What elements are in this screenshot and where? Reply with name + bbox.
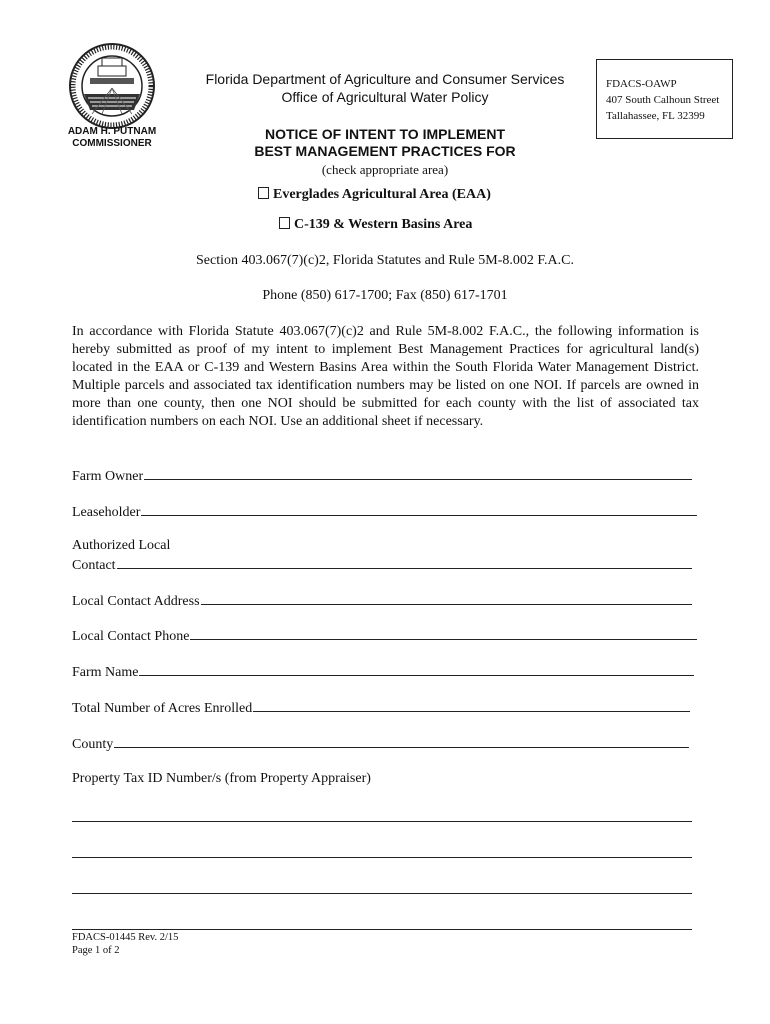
leaseholder-line[interactable] bbox=[141, 502, 697, 516]
tax-id-line-1[interactable] bbox=[72, 821, 692, 822]
contact-line[interactable] bbox=[117, 555, 692, 569]
tax-id-line-4[interactable] bbox=[72, 929, 692, 930]
check-instruction: (check appropriate area) bbox=[321, 162, 449, 177]
farm-owner-label: Farm Owner bbox=[72, 469, 144, 484]
c139-checkbox[interactable] bbox=[279, 217, 290, 229]
area-option-c139[interactable] bbox=[279, 217, 472, 233]
page-number: Page 1 of 2 bbox=[72, 945, 120, 956]
address-line-3: Tallahassee, FL 32399 bbox=[606, 110, 705, 122]
leaseholder-field[interactable] bbox=[72, 502, 697, 522]
department-seal bbox=[68, 42, 156, 130]
statute-reference: Section 403.067(7)(c)2, Florida Statutes and Rule 5M-8.002 F.A.C. bbox=[195, 253, 574, 268]
contact-label: Contact bbox=[72, 558, 116, 573]
local-contact-phone-label: Local Contact Phone bbox=[72, 629, 190, 644]
tax-id-line-3[interactable] bbox=[72, 893, 692, 894]
leaseholder-label: Leaseholder bbox=[72, 505, 141, 520]
county-label: County bbox=[72, 737, 114, 752]
commissioner-title: COMMISSIONER bbox=[72, 138, 152, 149]
area-option-eaa[interactable] bbox=[258, 187, 491, 203]
form-number: FDACS-01445 Rev. 2/15 bbox=[72, 932, 179, 943]
eaa-label: Everglades Agricultural Area (EAA) bbox=[273, 187, 491, 202]
address-line-1: FDACS-OAWP bbox=[606, 78, 677, 90]
form-title bbox=[200, 126, 570, 160]
county-field[interactable] bbox=[72, 734, 689, 754]
contact-phone-fax: Phone (850) 617-1700; Fax (850) 617-1701 bbox=[262, 288, 508, 303]
form-title-line-1: NOTICE OF INTENT TO IMPLEMENT bbox=[264, 126, 506, 142]
commissioner-block bbox=[58, 126, 166, 150]
eaa-checkbox[interactable] bbox=[258, 187, 269, 199]
intro-paragraph: In accordance with Florida Statute 403.067(7)(c)2 and Rule 5M-8.002 F.A.C., the following information is hereby submitted as proof of my intent to implement Best Management Practices for agricultural land(s) located in the EAA or C-139 and Western Basins Area within the South Florida Water Management District. Multiple parcels and associated tax identification numbers may be listed on one NOI. If parcels are owned in more than one county, then one NOI should be submitted for each county with the list of associated tax identification numbers on each NOI. Use an additional sheet if necessary. bbox=[72, 324, 699, 429]
property-tax-id-label: Property Tax ID Number/s (from Property Appraiser) bbox=[72, 771, 371, 786]
mailing-address-box bbox=[596, 59, 733, 139]
total-acres-label: Total Number of Acres Enrolled bbox=[72, 701, 253, 716]
farm-owner-line[interactable] bbox=[144, 466, 692, 480]
local-contact-phone-field[interactable] bbox=[72, 626, 697, 646]
address-line-2: 407 South Calhoun Street bbox=[606, 94, 720, 106]
farm-name-line[interactable] bbox=[139, 662, 694, 676]
authorized-local-label: Authorized Local bbox=[72, 538, 171, 553]
office-name: Office of Agricultural Water Policy bbox=[281, 89, 489, 105]
c139-label: C-139 & Western Basins Area bbox=[294, 217, 473, 232]
county-line[interactable] bbox=[114, 734, 689, 748]
authorized-contact-field[interactable] bbox=[72, 555, 692, 575]
agency-header bbox=[180, 70, 590, 106]
page-footer bbox=[72, 931, 178, 957]
local-contact-address-label: Local Contact Address bbox=[72, 594, 200, 609]
form-title-line-2: BEST MANAGEMENT PRACTICES FOR bbox=[254, 143, 516, 159]
agency-name: Florida Department of Agriculture and Consumer Services bbox=[205, 71, 565, 87]
farm-name-label: Farm Name bbox=[72, 665, 139, 680]
local-contact-address-line[interactable] bbox=[201, 591, 692, 605]
local-contact-phone-line[interactable] bbox=[190, 626, 697, 640]
farm-name-field[interactable] bbox=[72, 662, 694, 682]
local-contact-address-field[interactable] bbox=[72, 591, 692, 611]
farm-owner-field[interactable] bbox=[72, 466, 692, 486]
tax-id-line-2[interactable] bbox=[72, 857, 692, 858]
total-acres-field[interactable] bbox=[72, 698, 690, 718]
commissioner-name: ADAM H. PUTNAM bbox=[67, 126, 157, 137]
total-acres-line[interactable] bbox=[253, 698, 690, 712]
